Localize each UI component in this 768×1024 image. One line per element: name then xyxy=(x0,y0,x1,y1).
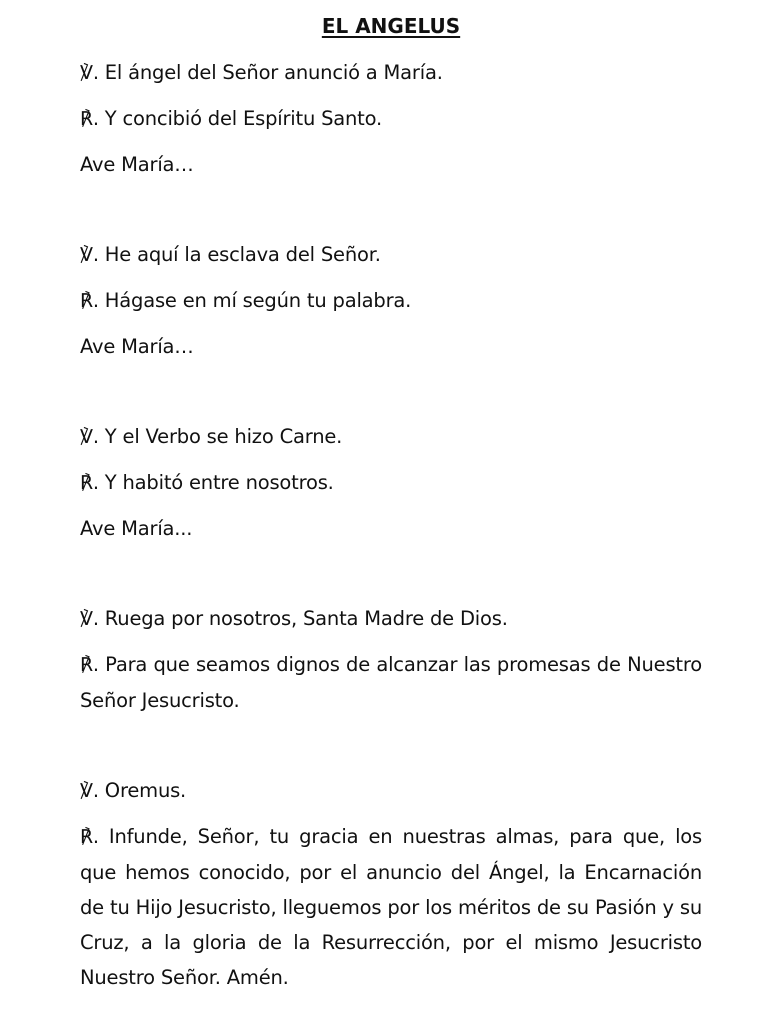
versicle-text: . Y el Verbo se hizo Carne. xyxy=(92,425,343,448)
versicle-symbol: ℣ xyxy=(80,244,93,266)
response-symbol: ℟ xyxy=(80,472,93,494)
versicle-text: . He aquí la esclava del Señor. xyxy=(92,243,381,266)
versicle-text: . El ángel del Señor anunció a María. xyxy=(92,61,443,84)
versicle-text: . Ruega por nosotros, Santa Madre de Dios. xyxy=(92,607,508,630)
response-text: . Y concibió del Espíritu Santo. xyxy=(92,107,383,130)
versicle-text: . Oremus. xyxy=(92,779,187,802)
response-symbol: ℟ xyxy=(80,290,93,312)
response-text: . Infunde, Señor, tu gracia en nuestras almas, para que, los que hemos conocido, por el anuncio del Ángel, la Encarnación de tu Hijo Jesucristo, lleguemos por los méritos de su Pasión y su Cruz, a la gloria de la Resurrección, por el mismo Jesucristo Nuestro Señor. Amén. xyxy=(80,825,702,989)
versicle-line xyxy=(80,237,702,273)
ave-maria-line: Ave María… xyxy=(80,153,194,176)
versicle-line xyxy=(80,419,702,455)
document-page xyxy=(80,12,702,1005)
ave-maria-line: Ave María… xyxy=(80,335,194,358)
versicle-line xyxy=(80,55,702,91)
response-line xyxy=(80,647,702,718)
response-line xyxy=(80,101,702,137)
response-text: . Y habitó entre nosotros. xyxy=(92,471,334,494)
versicle-symbol: ℣ xyxy=(80,426,93,448)
response-line xyxy=(80,283,702,319)
response-text: . Para que seamos dignos de alcanzar las promesas de Nuestro Señor Jesucristo. xyxy=(80,653,702,712)
response-line xyxy=(80,465,702,501)
versicle-symbol: ℣ xyxy=(80,780,93,802)
versicle-symbol: ℣ xyxy=(80,608,93,630)
ave-maria-line: Ave María... xyxy=(80,517,193,540)
document-title: EL ANGELUS xyxy=(321,14,461,38)
versicle-symbol: ℣ xyxy=(80,62,93,84)
response-symbol: ℟ xyxy=(80,654,93,676)
versicle-line xyxy=(80,601,702,637)
response-symbol: ℟ xyxy=(80,826,93,848)
response-text: . Hágase en mí según tu palabra. xyxy=(92,289,412,312)
versicle-line xyxy=(80,773,702,809)
response-symbol: ℟ xyxy=(80,108,93,130)
response-line xyxy=(80,819,702,995)
